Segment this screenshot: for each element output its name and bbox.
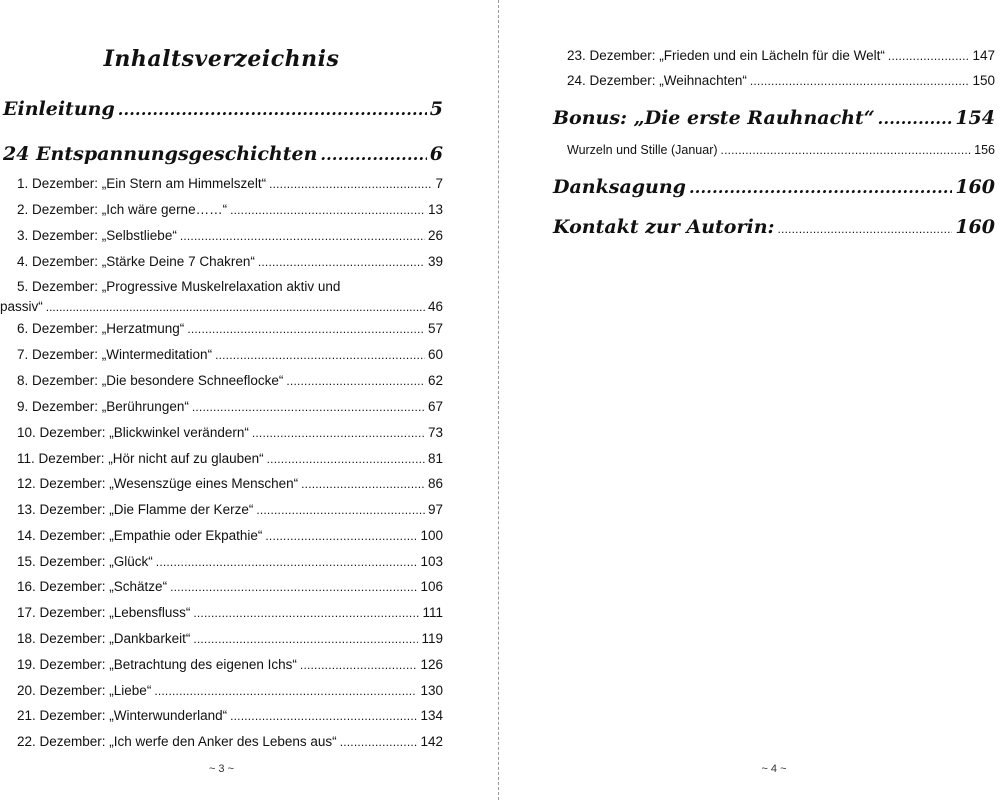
entry-page: 81: [427, 451, 443, 466]
leader-dots: [340, 735, 418, 749]
leader-dots: [215, 348, 425, 362]
toc-entry[interactable]: [17, 476, 443, 491]
toc-kontakt[interactable]: [553, 216, 995, 238]
entry-page: 150: [972, 73, 995, 88]
entry-label: 7. Dezember: „Wintermeditation“: [17, 347, 213, 362]
bonus-label: Bonus: „Die erste Rauhnacht“: [553, 107, 875, 129]
toc-entry[interactable]: [17, 373, 443, 388]
danksagung-label: Danksagung: [553, 176, 686, 198]
toc-entry[interactable]: [17, 425, 443, 440]
toc-entry[interactable]: [17, 321, 443, 336]
entry-page: 73: [427, 425, 443, 440]
entry-label: 10. Dezember: „Blickwinkel verändern“: [17, 425, 249, 440]
entry-page: 106: [420, 579, 443, 594]
toc-entry[interactable]: [17, 347, 443, 362]
leader-dots: [230, 203, 425, 217]
entry-page: 26: [427, 228, 443, 243]
right-page: [502, 0, 1000, 800]
entry-page: 57: [427, 321, 443, 336]
entry-label: 11. Dezember: „Hör nicht auf zu glauben“: [17, 451, 264, 466]
toc-entry[interactable]: [17, 708, 443, 723]
leader-dots: [156, 555, 418, 569]
entry-label: 14. Dezember: „Empathie oder Ekpathie“: [17, 528, 263, 543]
entry-page: 46: [427, 299, 443, 314]
entry-label: 6. Dezember: „Herzatmung“: [17, 321, 185, 336]
entry-page: 86: [427, 476, 443, 491]
entry-label: 4. Dezember: „Stärke Deine 7 Chakren“: [17, 254, 255, 269]
entry-page: 119: [421, 631, 443, 646]
entry-page: 67: [427, 399, 443, 414]
toc-chapter-entspannungsgeschichten[interactable]: [3, 143, 443, 165]
toc-entry[interactable]: [17, 579, 443, 594]
entry-label: 20. Dezember: „Liebe“: [17, 683, 152, 698]
toc-entry[interactable]: [17, 683, 443, 698]
leader-dots: [269, 177, 432, 191]
entry-label: 9. Dezember: „Berührungen“: [17, 399, 189, 414]
entry-page: 156: [974, 143, 995, 157]
entry-page: 97: [427, 502, 443, 517]
toc-entry-bonus-sub[interactable]: [567, 143, 995, 157]
leader-dots: [888, 49, 970, 63]
entry-page: 60: [427, 347, 443, 362]
entry-label: 8. Dezember: „Die besondere Schneeflocke“: [17, 373, 284, 388]
toc-entry[interactable]: [17, 605, 443, 620]
entry-page: 134: [420, 708, 443, 723]
toc-danksagung[interactable]: [553, 176, 995, 198]
entry-label: 2. Dezember: „Ich wäre gerne……“: [17, 202, 228, 217]
leader-dots: [878, 109, 953, 128]
leader-dots: [750, 74, 970, 88]
toc-entry[interactable]: [567, 48, 995, 63]
entry-page: 103: [420, 554, 443, 569]
toc-title: Inhaltsverzeichnis: [103, 46, 340, 72]
entry-page: 147: [972, 48, 995, 63]
leader-dots: [118, 100, 427, 119]
page-number-footer: ~ 3 ~: [208, 763, 235, 775]
leader-dots: [778, 222, 953, 236]
leader-dots: [265, 529, 417, 543]
leader-dots: [170, 580, 417, 594]
leader-dots: [256, 503, 425, 517]
toc-bonus[interactable]: [553, 107, 995, 129]
leader-dots: [320, 145, 426, 164]
entry-page: 62: [427, 373, 443, 388]
entry-page: 100: [420, 528, 443, 543]
toc-chapter-einleitung[interactable]: [3, 98, 443, 120]
page-number-footer: ~ 4 ~: [761, 763, 787, 775]
entry-label-line2-row: [0, 299, 443, 314]
leader-dots: [187, 322, 425, 336]
leader-dots: [689, 178, 952, 197]
entry-page: 126: [420, 657, 443, 672]
leader-dots: [192, 400, 425, 414]
entry-page: 7: [435, 176, 443, 191]
entry-page: 39: [427, 254, 443, 269]
bonus-page: 154: [955, 107, 995, 129]
entry-page: 130: [420, 683, 443, 698]
kontakt-label: Kontakt zur Autorin:: [553, 216, 775, 238]
entry-label: 22. Dezember: „Ich werfe den Anker des Lebens aus“: [17, 734, 337, 749]
toc-entry-wrapped[interactable]: [0, 279, 443, 314]
toc-entry[interactable]: [17, 528, 443, 543]
toc-entry[interactable]: [17, 254, 443, 269]
entry-label: 13. Dezember: „Die Flamme der Kerze“: [17, 502, 254, 517]
toc-entry[interactable]: [17, 176, 443, 191]
entry-page: 13: [427, 202, 443, 217]
entry-label: 21. Dezember: „Winterwunderland“: [17, 708, 228, 723]
chapter-page: 6: [429, 143, 443, 165]
leader-dots: [230, 709, 417, 723]
leader-dots: [301, 477, 425, 491]
entry-label: 18. Dezember: „Dankbarkeit“: [17, 631, 191, 646]
leader-dots: [300, 658, 418, 672]
toc-entry[interactable]: [17, 657, 443, 672]
leader-dots: [154, 684, 417, 698]
entry-label-line2: passiv“: [0, 299, 43, 314]
entry-label-line1: 5. Dezember: „Progressive Muskelrelaxation aktiv und: [17, 279, 341, 294]
entry-page: 142: [420, 734, 443, 749]
entry-label: 3. Dezember: „Selbstliebe“: [17, 228, 177, 243]
page-divider: [498, 0, 499, 800]
leader-dots: [193, 606, 419, 620]
danksagung-page: 160: [955, 176, 995, 198]
toc-entry[interactable]: [17, 228, 443, 243]
toc-entry[interactable]: [17, 451, 443, 466]
toc-entry[interactable]: [17, 734, 443, 749]
entry-label: Wurzeln und Stille (Januar): [567, 143, 718, 157]
entry-label: 1. Dezember: „Ein Stern am Himmelszelt“: [17, 176, 267, 191]
toc-entry[interactable]: [17, 631, 443, 646]
entry-label: 16. Dezember: „Schätze“: [17, 579, 168, 594]
leader-dots: [180, 229, 425, 243]
entry-label: 12. Dezember: „Wesenszüge eines Menschen“: [17, 476, 299, 491]
toc-entry[interactable]: [17, 554, 443, 569]
leader-dots: [286, 374, 425, 388]
entry-label: 19. Dezember: „Betrachtung des eigenen Ichs“: [17, 657, 297, 672]
toc-entry[interactable]: [17, 399, 443, 414]
toc-entry[interactable]: [17, 202, 443, 217]
leader-dots: [193, 632, 418, 646]
leader-dots: [721, 143, 972, 157]
leader-dots: [252, 426, 425, 440]
chapter-label: Einleitung: [3, 98, 115, 120]
left-page: [0, 0, 498, 800]
chapter-label: 24 Entspannungsgeschichten: [3, 143, 318, 165]
leader-dots: [258, 255, 425, 269]
toc-entry[interactable]: [567, 73, 995, 88]
leader-dots: [267, 452, 425, 466]
entry-page: 111: [422, 605, 443, 620]
entry-label: 24. Dezember: „Weihnachten“: [567, 73, 747, 88]
chapter-page: 5: [429, 98, 443, 120]
leader-dots: [46, 300, 425, 314]
entry-label: 17. Dezember: „Lebensfluss“: [17, 605, 191, 620]
entry-label: 15. Dezember: „Glück“: [17, 554, 153, 569]
toc-entry[interactable]: [17, 502, 443, 517]
entry-label: 23. Dezember: „Frieden und ein Lächeln für die Welt“: [567, 48, 885, 63]
kontakt-page: 160: [955, 216, 995, 238]
